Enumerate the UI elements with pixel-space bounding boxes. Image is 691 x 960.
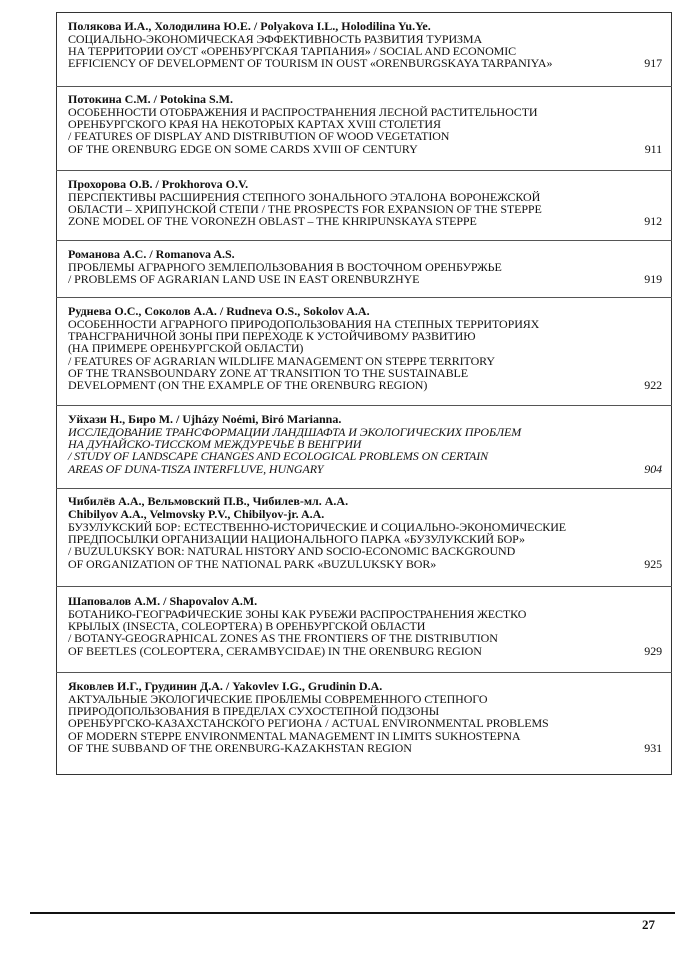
title-last-line (68, 558, 662, 570)
page-ref: 919 (644, 272, 662, 287)
title-line: OF THE SUBBAND OF THE ORENBURG-KAZAKHSTAN REGION (68, 740, 412, 755)
title-last-line (68, 742, 662, 754)
entry-title (68, 693, 662, 754)
page-ref: 917 (644, 56, 662, 71)
entry-separator (56, 240, 672, 241)
author-line: Руднева О.С., Соколов А.А. / Rudneva O.S., Sokolov A.A. (68, 304, 370, 318)
title-line: / FEATURES OF DISPLAY AND DISTRIBUTION OF WOOD VEGETATION (68, 129, 450, 144)
title-line: EFFICIENCY OF DEVELOPMENT OF TOURISM IN OUST «ORENBURGSKAYA TARPANIYA» (68, 56, 553, 71)
toc-entry (68, 178, 662, 228)
author-line: Чибилёв А.А., Вельмовский П.В., Чибилев-мл. А.А. (68, 494, 349, 508)
title-line: / FEATURES OF AGRARIAN WILDLIFE MANAGEMENT ON STEPPE TERRITORY (68, 353, 495, 368)
title-line: OF MODERN STEPPE ENVIRONMENTAL MANAGEMENT IN LIMITS SUKHOSTEPNA (68, 728, 521, 743)
entry-title (68, 106, 662, 155)
entry-separator (56, 586, 672, 587)
title-line: OF BEETLES (COLEOPTERA, CERAMBYCIDAE) IN THE ORENBURG REGION (68, 643, 482, 658)
page-ref: 922 (644, 378, 662, 393)
title-last-line (68, 57, 662, 69)
toc-entry (68, 20, 662, 70)
page-ref: 912 (644, 214, 662, 229)
title-line: ОРЕНБУРГСКО-КАЗАХСТАНСКОГО РЕГИОНА / ACTUAL ENVIRONMENTAL PROBLEMS (68, 716, 549, 731)
title-line: OF THE ORENBURG EDGE ON SOME CARDS XVIII OF CENTURY (68, 141, 418, 156)
title-line: ПЕРСПЕКТИВЫ РАСШИРЕНИЯ СТЕПНОГО ЗОНАЛЬНОГО ЭТАЛОНА ВОРОНЕЖСКОЙ (68, 190, 541, 204)
toc-entry (68, 93, 662, 155)
title-line: ПРИРОДОПОЛЬЗОВАНИЯ В ПРЕДЕЛАХ СУХОСТЕПНОЙ ПОДЗОНЫ (68, 704, 440, 719)
title-line: АКТУАЛЬНЫЕ ЭКОЛОГИЧЕСКИЕ ПРОБЛЕМЫ СОВРЕМЕННОГО СТЕПНОГО (68, 692, 488, 706)
title-line: DEVELOPMENT (ON THE EXAMPLE OF THE ORENBURG REGION) (68, 378, 428, 393)
entry-title (68, 426, 662, 475)
title-last-line (68, 273, 662, 285)
title-line: БОТАНИКО-ГЕОГРАФИЧЕСКИЕ ЗОНЫ КАК РУБЕЖИ РАСПРОСТРАНЕНИЯ ЖЕСТКО (68, 607, 527, 621)
toc-entry (68, 305, 662, 391)
entry-separator (56, 405, 672, 406)
author-line: Chibilyov A.A., Velmovsky P.V., Chibilyov-jr. A.A. (68, 507, 325, 521)
title-line: ПРОБЛЕМЫ АГРАРНОГО ЗЕМЛЕПОЛЬЗОВАНИЯ В ВОСТОЧНОМ ОРЕНБУРЖЬЕ (68, 260, 502, 274)
title-line: СОЦИАЛЬНО-ЭКОНОМИЧЕСКАЯ ЭФФЕКТИВНОСТЬ РАЗВИТИЯ ТУРИЗМА (68, 32, 483, 46)
title-line: / PROBLEMS OF AGRARIAN LAND USE IN EAST ORENBURZHYE (68, 272, 420, 287)
author-line: Полякова И.А., Холодилина Ю.Е. / Polyakova I.L., Holodilina Yu.Ye. (68, 19, 431, 33)
page-ref: 931 (644, 740, 662, 755)
title-last-line (68, 215, 662, 227)
toc-entry (68, 495, 662, 570)
title-line: OF THE TRANSBOUNDARY ZONE AT TRANSITION TO THE SUSTAINABLE (68, 365, 468, 380)
title-line: AREAS OF DUNA-TISZA INTERFLUVE, HUNGARY (68, 461, 324, 476)
entry-title (68, 318, 662, 391)
entry-title (68, 521, 662, 570)
entry-separator (56, 297, 672, 298)
author-line: Шаповалов А.М. / Shapovalov A.M. (68, 594, 258, 608)
title-line: OF ORGANIZATION OF THE NATIONAL PARK «BUZULUKSKY BOR» (68, 556, 437, 571)
page-ref: 929 (644, 643, 662, 658)
author-line: Прохорова О.В. / Prokhorova O.V. (68, 177, 249, 191)
title-last-line (68, 645, 662, 657)
title-line: НА ДУНАЙСКО-ТИССКОМ МЕЖДУРЕЧЬЕ В ВЕНГРИИ (68, 437, 362, 452)
title-line: БУЗУЛУКСКИЙ БОР: ЕСТЕСТВЕННО-ИСТОРИЧЕСКИЕ И СОЦИАЛЬНО-ЭКОНОМИЧЕСКИЕ (68, 520, 566, 534)
author-line: Уйхази Н., Биро М. / Ujházy Noémi, Biró Marianna. (68, 412, 342, 426)
title-last-line (68, 463, 662, 475)
title-line: ОСОБЕННОСТИ АГРАРНОГО ПРИРОДОПОЛЬЗОВАНИЯ НА СТЕПНЫХ ТЕРРИТОРИЯХ (68, 317, 540, 331)
title-line: ОБЛАСТИ – ХРИПУНСКОЙ СТЕПИ / THE PROSPECTS FOR EXPANSION OF THE STEPPE (68, 202, 542, 217)
page-ref: 925 (644, 556, 662, 571)
toc-entry (68, 595, 662, 657)
entry-separator (56, 86, 672, 87)
toc-entry (68, 680, 662, 754)
entry-separator (56, 672, 672, 673)
entry-title (68, 608, 662, 657)
page-number: 27 (642, 917, 655, 932)
toc-entry (68, 413, 662, 475)
title-line: (НА ПРИМЕРЕ ОРЕНБУРГСКОЙ ОБЛАСТИ) (68, 341, 304, 356)
footer-rule (30, 912, 675, 914)
entry-separator (56, 170, 672, 171)
author-line: Потокина С.М. / Potokina S.M. (68, 92, 233, 106)
title-line: / BUZULUKSKY BOR: NATURAL HISTORY AND SOCIO-ECONOMIC BACKGROUND (68, 544, 516, 559)
page-ref: 911 (644, 141, 662, 156)
title-line: ОРЕНБУРГСКОГО КРАЯ НА НЕКОТОРЫХ КАРТАХ XVIII СТОЛЕТИЯ (68, 117, 441, 132)
author-line: Яковлев И.Г., Грудинин Д.А. / Yakovlev I.G., Grudinin D.A. (68, 679, 383, 693)
page-ref: 904 (644, 461, 662, 476)
title-line: / BOTANY-GEOGRAPHICAL ZONES AS THE FRONTIERS OF THE DISTRIBUTION (68, 631, 498, 646)
title-line: НА ТЕРРИТОРИИ ОУСТ «ОРЕНБУРГСКАЯ ТАРПАНИЯ» / SOCIAL AND ECONOMIC (68, 44, 517, 59)
toc-entry (68, 248, 662, 285)
entry-title (68, 191, 662, 228)
title-line: ПРЕДПОСЫЛКИ ОРГАНИЗАЦИИ НАЦИОНАЛЬНОГО ПАРКА «БУЗУЛУКСКИЙ БОР» (68, 532, 525, 547)
entry-authors (68, 495, 662, 521)
title-line: / STUDY OF LANDSCAPE CHANGES AND ECOLOGICAL PROBLEMS ON CERTAIN (68, 449, 489, 464)
title-line: ZONE MODEL OF THE VORONEZH OBLAST – THE KHRIPUNSKAYA STEPPE (68, 214, 477, 229)
title-line: ИССЛЕДОВАНИЕ ТРАНСФОРМАЦИИ ЛАНДШАФТА И ЭКОЛОГИЧЕСКИХ ПРОБЛЕМ (68, 425, 522, 439)
title-last-line (68, 379, 662, 391)
title-line: ОСОБЕННОСТИ ОТОБРАЖЕНИЯ И РАСПРОСТРАНЕНИЯ ЛЕСНОЙ РАСТИТЕЛЬНОСТИ (68, 105, 538, 119)
title-line: КРЫЛЫХ (INSECTA, COLEOPTERA) В ОРЕНБУРГСКОЙ ОБЛАСТИ (68, 619, 426, 634)
title-line: ТРАНСГРАНИЧНОЙ ЗОНЫ ПРИ ПЕРЕХОДЕ К УСТОЙЧИВОМУ РАЗВИТИЮ (68, 329, 476, 344)
entry-title (68, 33, 662, 70)
title-last-line (68, 143, 662, 155)
author-line: Романова А.С. / Romanova A.S. (68, 247, 235, 261)
entry-title (68, 261, 662, 285)
entry-separator (56, 488, 672, 489)
